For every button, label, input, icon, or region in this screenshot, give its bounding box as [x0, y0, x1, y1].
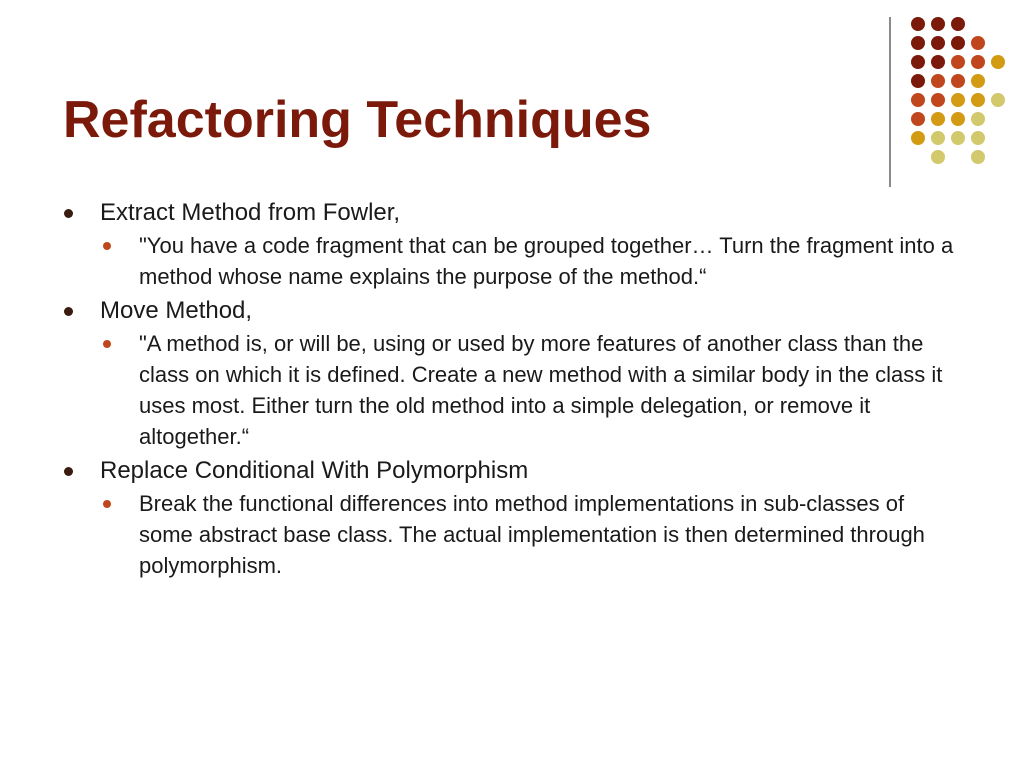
- bullet-text: Replace Conditional With Polymorphism: [100, 457, 529, 484]
- bullet-list: [60, 196, 970, 581]
- list-item: [60, 196, 970, 292]
- list-item: [60, 454, 970, 581]
- bullet-text: Move Method,: [100, 297, 253, 324]
- sub-bullet-list: [100, 230, 970, 292]
- decorative-dot: [931, 17, 945, 31]
- decorative-dot: [951, 17, 965, 31]
- sub-bullet-list: [100, 488, 970, 581]
- decorative-dot: [971, 36, 985, 50]
- decorative-dot: [931, 150, 945, 164]
- slide-content: [60, 196, 970, 583]
- sub-list-item: [100, 488, 964, 581]
- decorative-dot: [991, 55, 1005, 69]
- decorative-dot: [971, 131, 985, 145]
- decorative-dot: [911, 36, 925, 50]
- decorative-dot: [931, 55, 945, 69]
- decorative-dot: [971, 150, 985, 164]
- decorative-dot: [971, 74, 985, 88]
- slide-title: Refactoring Techniques: [63, 91, 652, 149]
- bullet-text: Extract Method from Fowler,: [100, 199, 401, 226]
- vertical-divider-line: [889, 17, 891, 187]
- decorative-dot: [911, 93, 925, 107]
- decorative-dot: [991, 93, 1005, 107]
- decorative-dot: [911, 55, 925, 69]
- sub-bullet-icon: [103, 500, 111, 508]
- decorative-dot: [951, 131, 965, 145]
- decorative-dot: [951, 55, 965, 69]
- sub-bullet-icon: [103, 242, 111, 250]
- sub-list-item: [100, 328, 964, 452]
- bullet-icon: [64, 307, 73, 316]
- sub-list-item: [100, 230, 964, 292]
- list-item: [60, 294, 970, 452]
- decorative-dot: [951, 74, 965, 88]
- decorative-dot: [931, 131, 945, 145]
- bullet-icon: [64, 209, 73, 218]
- sub-bullet-text: "You have a code fragment that can be grouped together… Turn the fragment into a method whose name explains the purpose of the method.“: [139, 233, 954, 289]
- decorative-dot: [931, 93, 945, 107]
- decorative-dot: [971, 112, 985, 126]
- sub-bullet-text: Break the functional differences into method implementations in sub-classes of some abstract base class. The actual implementation is then determined through polymorphism.: [139, 491, 925, 578]
- decorative-dot: [911, 74, 925, 88]
- decorative-dot: [951, 36, 965, 50]
- sub-bullet-list: [100, 328, 970, 452]
- decorative-dot: [911, 17, 925, 31]
- decorative-dot: [971, 93, 985, 107]
- decorative-dot: [951, 93, 965, 107]
- decorative-dot: [911, 131, 925, 145]
- sub-bullet-icon: [103, 340, 111, 348]
- decorative-dot: [931, 112, 945, 126]
- decorative-dot: [971, 55, 985, 69]
- decorative-dot: [911, 112, 925, 126]
- decorative-dot: [951, 112, 965, 126]
- decorative-dot: [931, 36, 945, 50]
- decorative-dot: [931, 74, 945, 88]
- sub-bullet-text: "A method is, or will be, using or used by more features of another class than the class on which it is defined. Create a new method with a similar body in the class it uses most. Either turn the old method into a simple delegation, or remove it altogether.“: [139, 331, 943, 449]
- bullet-icon: [64, 467, 73, 476]
